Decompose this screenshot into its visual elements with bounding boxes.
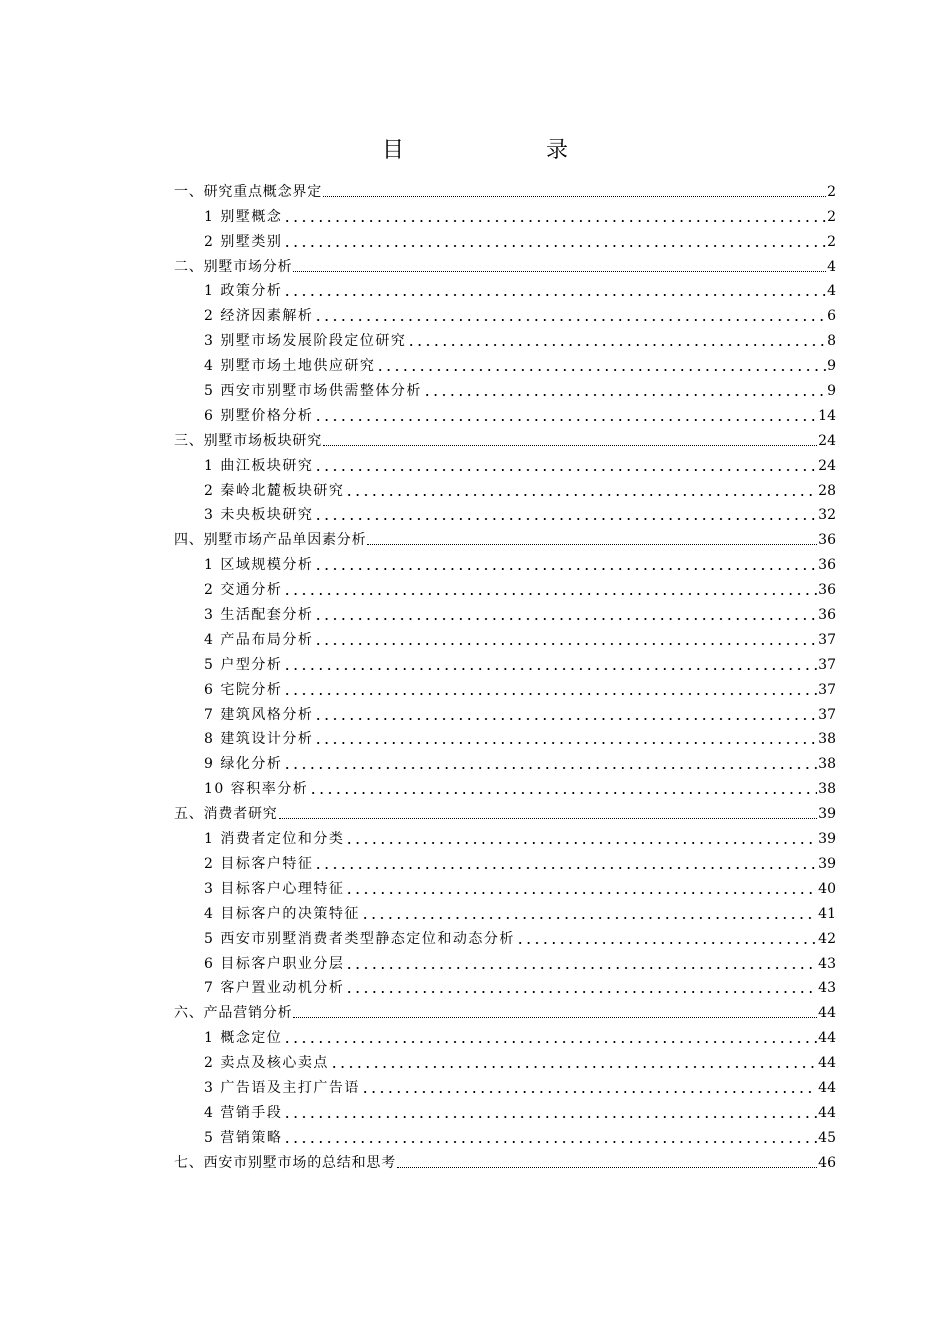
- toc-entry-page-number: 2: [827, 183, 836, 200]
- toc-section-entry[interactable]: [174, 1122, 836, 1147]
- toc-chapter-entry[interactable]: [174, 798, 836, 823]
- toc-chapter-entry[interactable]: [174, 425, 836, 450]
- toc-entry-page-number: 36: [818, 557, 836, 574]
- toc-chapter-entry[interactable]: [174, 176, 836, 201]
- dot-leader: [423, 382, 826, 400]
- toc-entry-page-number: 4: [827, 258, 836, 275]
- toc-section-entry[interactable]: [174, 724, 836, 749]
- toc-entry-page-number: 40: [818, 880, 836, 897]
- toc-entry-label: 三、别墅市场板块研究: [174, 432, 322, 449]
- toc-section-entry[interactable]: [174, 350, 836, 375]
- table-of-contents: [174, 176, 836, 1172]
- toc-entry-page-number: 9: [827, 383, 836, 400]
- toc-entry-page-number: 45: [818, 1129, 836, 1146]
- toc-entry-label: 1 消费者定位和分类: [204, 831, 345, 848]
- dot-leader: [293, 258, 826, 276]
- toc-entry-page-number: 44: [818, 1079, 836, 1096]
- toc-entry-label: 5 营销策略: [204, 1129, 283, 1146]
- toc-entry-label: 9 绿化分析: [204, 756, 283, 773]
- toc-entry-page-number: 43: [818, 980, 836, 997]
- toc-entry-label: 6 目标客户职业分层: [204, 955, 345, 972]
- toc-section-entry[interactable]: [174, 1022, 836, 1047]
- toc-section-entry[interactable]: [174, 325, 836, 350]
- toc-entry-label: 1 概念定位: [204, 1030, 283, 1047]
- toc-entry-page-number: 36: [818, 582, 836, 599]
- dot-leader: [345, 880, 817, 898]
- dot-leader: [314, 855, 817, 873]
- dot-leader: [397, 1154, 817, 1172]
- toc-entry-page-number: 24: [818, 432, 836, 449]
- toc-section-entry[interactable]: [174, 948, 836, 973]
- dot-leader: [283, 208, 826, 226]
- toc-entry-page-number: 36: [818, 532, 836, 549]
- toc-entry-label: 3 广告语及主打广告语: [204, 1079, 360, 1096]
- dot-leader: [314, 407, 817, 425]
- toc-section-entry[interactable]: [174, 201, 836, 226]
- dot-leader: [283, 755, 817, 773]
- dot-leader: [323, 183, 826, 201]
- toc-entry-label: 1 区域规模分析: [204, 557, 314, 574]
- toc-entry-page-number: 2: [827, 233, 836, 250]
- dot-leader: [314, 606, 817, 624]
- toc-entry-label: 1 别墅概念: [204, 208, 283, 225]
- toc-entry-label: 1 政策分析: [204, 283, 283, 300]
- toc-entry-label: 六、产品营销分析: [174, 1005, 293, 1022]
- toc-entry-label: 5 西安市别墅消费者类型静态定位和动态分析: [204, 930, 515, 947]
- dot-leader: [361, 905, 817, 923]
- toc-entry-label: 2 秦岭北麓板块研究: [204, 482, 345, 499]
- toc-entry-page-number: 28: [818, 482, 836, 499]
- toc-section-entry[interactable]: [174, 823, 836, 848]
- toc-entry-label: 7 客户置业动机分析: [204, 980, 345, 997]
- toc-entry-page-number: 2: [827, 208, 836, 225]
- toc-entry-page-number: 9: [827, 358, 836, 375]
- toc-entry-label: 2 经济因素解析: [204, 308, 314, 325]
- dot-leader: [283, 581, 817, 599]
- toc-section-entry[interactable]: [174, 923, 836, 948]
- toc-entry-label: 4 产品布局分析: [204, 631, 314, 648]
- toc-section-entry[interactable]: [174, 649, 836, 674]
- dot-leader: [345, 830, 817, 848]
- toc-section-entry[interactable]: [174, 624, 836, 649]
- toc-section-entry[interactable]: [174, 699, 836, 724]
- dot-leader: [376, 357, 826, 375]
- toc-chapter-entry[interactable]: [174, 997, 836, 1022]
- toc-entry-page-number: 43: [818, 955, 836, 972]
- toc-entry-label: 3 目标客户心理特征: [204, 880, 345, 897]
- toc-entry-label: 5 户型分析: [204, 656, 283, 673]
- toc-section-entry[interactable]: [174, 674, 836, 699]
- dot-leader: [407, 332, 826, 350]
- dot-leader: [293, 1004, 817, 1022]
- dot-leader: [314, 730, 817, 748]
- toc-entry-label: 七、西安市别墅市场的总结和思考: [174, 1154, 396, 1171]
- dot-leader: [323, 432, 817, 450]
- dot-leader: [283, 1129, 817, 1147]
- toc-entry-page-number: 41: [818, 905, 836, 922]
- dot-leader: [314, 307, 826, 325]
- toc-entry-page-number: 37: [818, 631, 836, 648]
- toc-entry-label: 五、消费者研究: [174, 806, 278, 823]
- dot-leader: [283, 656, 817, 674]
- toc-section-entry[interactable]: [174, 773, 836, 798]
- toc-entry-page-number: 44: [818, 1055, 836, 1072]
- toc-chapter-entry[interactable]: [174, 1147, 836, 1172]
- toc-entry-label: 二、别墅市场分析: [174, 258, 293, 275]
- toc-entry-label: 3 生活配套分析: [204, 607, 314, 624]
- dot-leader: [314, 506, 817, 524]
- toc-section-entry[interactable]: [174, 873, 836, 898]
- toc-entry-label: 10 容积率分析: [204, 781, 309, 798]
- toc-entry-label: 2 别墅类别: [204, 233, 283, 250]
- dot-leader: [283, 282, 826, 300]
- toc-entry-page-number: 39: [818, 806, 836, 823]
- toc-chapter-entry[interactable]: [174, 524, 836, 549]
- toc-entry-page-number: 39: [818, 855, 836, 872]
- dot-leader: [309, 780, 817, 798]
- toc-entry-page-number: 32: [818, 507, 836, 524]
- toc-section-entry[interactable]: [174, 400, 836, 425]
- toc-entry-page-number: 8: [827, 333, 836, 350]
- toc-section-entry[interactable]: [174, 1047, 836, 1072]
- toc-section-entry[interactable]: [174, 276, 836, 301]
- dot-leader: [314, 706, 817, 724]
- toc-entry-label: 3 未央板块研究: [204, 507, 314, 524]
- dot-leader: [516, 930, 817, 948]
- toc-entry-label: 2 交通分析: [204, 582, 283, 599]
- toc-section-entry[interactable]: [174, 375, 836, 400]
- toc-entry-label: 4 别墅市场土地供应研究: [204, 358, 376, 375]
- toc-section-entry[interactable]: [174, 748, 836, 773]
- toc-entry-label: 7 建筑风格分析: [204, 706, 314, 723]
- toc-entry-label: 8 建筑设计分析: [204, 731, 314, 748]
- toc-section-entry[interactable]: [174, 599, 836, 624]
- toc-section-entry[interactable]: [174, 226, 836, 251]
- toc-entry-page-number: 37: [818, 706, 836, 723]
- dot-leader: [345, 955, 817, 973]
- page-title: 目 录: [381, 138, 628, 163]
- toc-entry-page-number: 38: [818, 781, 836, 798]
- dot-leader: [314, 457, 817, 475]
- toc-section-entry[interactable]: [174, 1072, 836, 1097]
- toc-entry-page-number: 44: [818, 1104, 836, 1121]
- toc-section-entry[interactable]: [174, 574, 836, 599]
- toc-entry-page-number: 38: [818, 756, 836, 773]
- dot-leader: [314, 631, 817, 649]
- dot-leader: [283, 681, 817, 699]
- toc-section-entry[interactable]: [174, 300, 836, 325]
- dot-leader: [283, 233, 826, 251]
- toc-section-entry[interactable]: [174, 475, 836, 500]
- toc-entry-page-number: 14: [818, 407, 836, 424]
- toc-entry-label: 6 别墅价格分析: [204, 407, 314, 424]
- toc-entry-page-number: 39: [818, 831, 836, 848]
- toc-section-entry[interactable]: [174, 848, 836, 873]
- dot-leader: [330, 1054, 817, 1072]
- toc-entry-page-number: 44: [818, 1030, 836, 1047]
- dot-leader: [345, 979, 817, 997]
- dot-leader: [283, 1104, 817, 1122]
- toc-entry-label: 四、别墅市场产品单因素分析: [174, 532, 367, 549]
- dot-leader: [345, 482, 817, 500]
- toc-section-entry[interactable]: [174, 549, 836, 574]
- toc-entry-label: 2 目标客户特征: [204, 855, 314, 872]
- toc-entry-label: 一、研究重点概念界定: [174, 183, 322, 200]
- toc-entry-page-number: 46: [818, 1154, 836, 1171]
- toc-entry-page-number: 42: [818, 930, 836, 947]
- toc-section-entry[interactable]: [174, 500, 836, 525]
- toc-entry-label: 6 宅院分析: [204, 681, 283, 698]
- toc-chapter-entry[interactable]: [174, 251, 836, 276]
- dot-leader: [279, 805, 818, 823]
- toc-entry-label: 2 卖点及核心卖点: [204, 1055, 329, 1072]
- toc-entry-label: 4 营销手段: [204, 1104, 283, 1121]
- toc-entry-label: 3 别墅市场发展阶段定位研究: [204, 333, 407, 350]
- toc-entry-page-number: 4: [827, 283, 836, 300]
- toc-entry-page-number: 36: [818, 607, 836, 624]
- dot-leader: [367, 531, 817, 549]
- toc-entry-page-number: 38: [818, 731, 836, 748]
- toc-section-entry[interactable]: [174, 450, 836, 475]
- toc-entry-label: 5 西安市别墅市场供需整体分析: [204, 383, 422, 400]
- dot-leader: [283, 1029, 817, 1047]
- toc-entry-page-number: 37: [818, 681, 836, 698]
- toc-section-entry[interactable]: [174, 898, 836, 923]
- toc-entry-label: 4 目标客户的决策特征: [204, 905, 360, 922]
- toc-entry-page-number: 6: [827, 308, 836, 325]
- toc-entry-page-number: 44: [818, 1005, 836, 1022]
- toc-entry-label: 1 曲江板块研究: [204, 457, 314, 474]
- toc-entry-page-number: 37: [818, 656, 836, 673]
- dot-leader: [361, 1079, 817, 1097]
- toc-section-entry[interactable]: [174, 1097, 836, 1122]
- toc-entry-page-number: 24: [818, 457, 836, 474]
- toc-section-entry[interactable]: [174, 973, 836, 998]
- dot-leader: [314, 556, 817, 574]
